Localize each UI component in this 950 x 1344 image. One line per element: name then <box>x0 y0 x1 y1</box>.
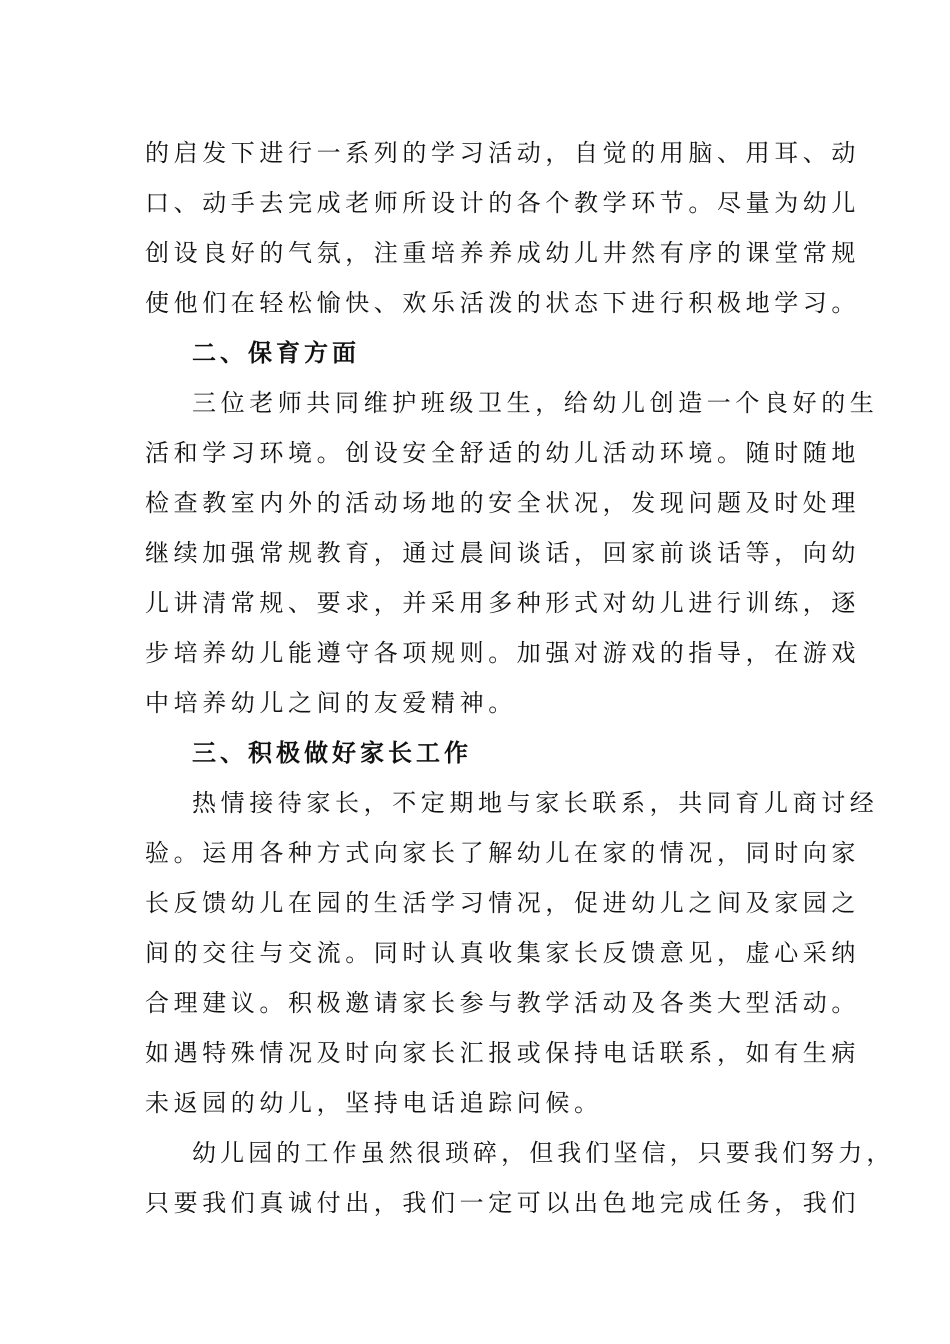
paragraph-line: 步培养幼儿能遵守各项规则。加强对游戏的指导，在游戏 <box>145 639 860 667</box>
paragraph-line: 创设良好的气氛，注重培养养成幼儿井然有序的课堂常规 <box>145 239 860 267</box>
paragraph-line: 三位老师共同维护班级卫生，给幼儿创造一个良好的生 <box>192 389 879 417</box>
section-heading-childcare: 二、保育方面 <box>192 338 360 367</box>
paragraph-line: 如遇特殊情况及时向家长汇报或保持电话联系，如有生病 <box>145 1039 860 1067</box>
section-heading-parent-work: 三、积极做好家长工作 <box>192 738 472 767</box>
paragraph-line: 口、动手去完成老师所设计的各个教学环节。尽量为幼儿 <box>145 189 860 217</box>
paragraph-line: 儿讲清常规、要求，并采用多种形式对幼儿进行训练，逐 <box>145 589 860 617</box>
paragraph-line: 幼儿园的工作虽然很琐碎，但我们坚信，只要我们努力， <box>192 1139 895 1167</box>
paragraph-line: 验。运用各种方式向家长了解幼儿在家的情况，同时向家 <box>145 839 860 867</box>
document-body <box>145 128 895 1228</box>
paragraph-line: 未返园的幼儿，坚持电话追踪问候。 <box>145 1089 603 1117</box>
paragraph-line: 只要我们真诚付出，我们一定可以出色地完成任务，我们 <box>145 1189 860 1217</box>
paragraph-line: 热情接待家长，不定期地与家长联系，共同育儿商讨经 <box>192 789 879 817</box>
paragraph-line: 检查教室内外的活动场地的安全状况，发现问题及时处理 <box>145 489 860 517</box>
paragraph-line: 继续加强常规教育，通过晨间谈话，回家前谈话等，向幼 <box>145 539 860 567</box>
paragraph-line: 活和学习环境。创设安全舒适的幼儿活动环境。随时随地 <box>145 439 860 467</box>
paragraph-line: 中培养幼儿之间的友爱精神。 <box>145 689 517 717</box>
paragraph-line: 合理建议。积极邀请家长参与教学活动及各类大型活动。 <box>145 989 860 1017</box>
paragraph-line: 的启发下进行一系列的学习活动，自觉的用脑、用耳、动 <box>145 139 860 167</box>
paragraph-line: 使他们在轻松愉快、欢乐活泼的状态下进行积极地学习。 <box>145 289 860 317</box>
paragraph-line: 长反馈幼儿在园的生活学习情况，促进幼儿之间及家园之 <box>145 889 860 917</box>
paragraph-line: 间的交往与交流。同时认真收集家长反馈意见，虚心采纳 <box>145 939 860 967</box>
